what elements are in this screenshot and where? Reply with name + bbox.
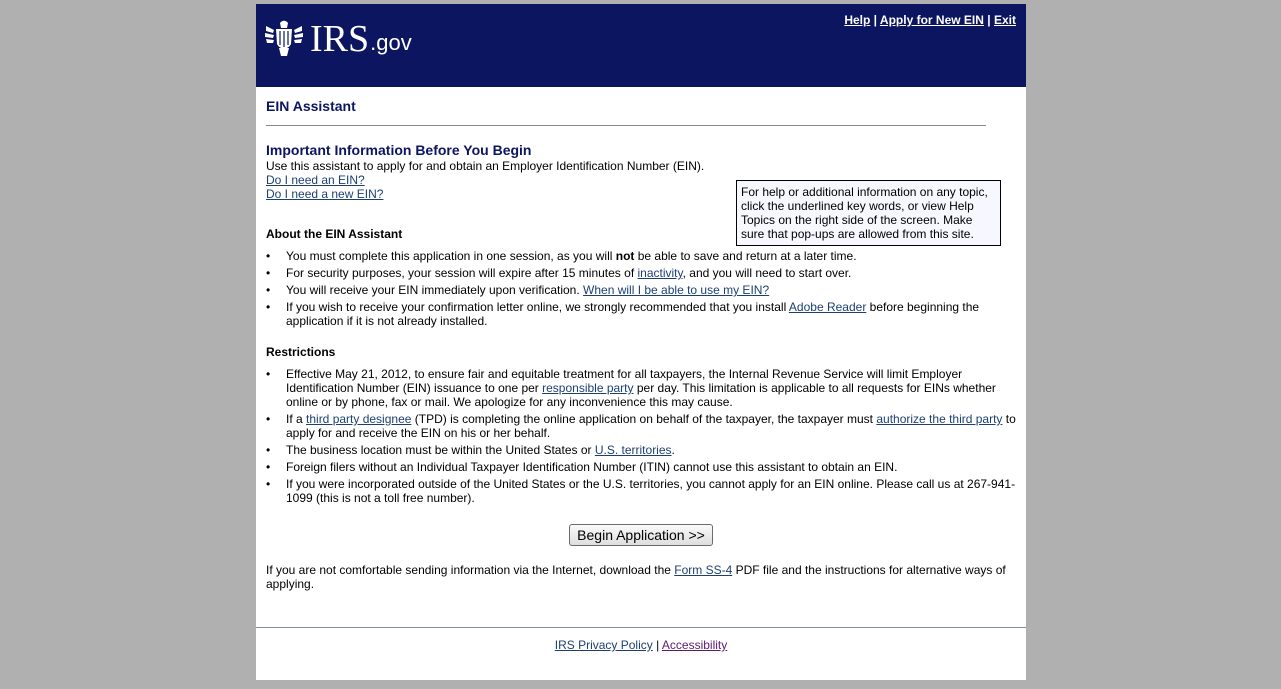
site-footer: [256, 638, 1026, 652]
footer-divider: [256, 627, 1026, 628]
about-list: [266, 249, 1016, 328]
header-nav: [844, 13, 1016, 27]
about-heading: About the EIN Assistant: [266, 227, 403, 241]
footer-separator: |: [656, 638, 660, 652]
begin-application-button[interactable]: Begin Application >>: [569, 524, 713, 546]
list-item: • If you were incorporated outside of the United States or the U.S. territories, you cannot apply for an EIN online. Please call us at 267-941-1099 (this is not a toll free number).: [286, 477, 1016, 505]
list-item: • If a third party designee (TPD) is completing the online application on behalf of the taxpayer, the taxpayer must authorize the third party to apply for and receive the EIN on his or her behalf.: [286, 412, 1016, 440]
need-ein-link[interactable]: Do I need an EIN?: [266, 173, 365, 187]
intro-text: Use this assistant to apply for and obtain an Employer Identification Number (EIN).: [266, 159, 705, 173]
list-item: • You must complete this application in one session, as you will not be able to save and return at a later time.: [286, 249, 1016, 263]
restrictions-list: [266, 367, 1016, 505]
title-divider: [266, 125, 986, 126]
us-territories-link[interactable]: U.S. territories: [594, 443, 672, 457]
inactivity-link[interactable]: inactivity: [637, 266, 683, 280]
third-party-designee-link[interactable]: third party designee: [306, 412, 412, 426]
adobe-reader-link[interactable]: Adobe Reader: [788, 300, 867, 314]
page-title: EIN Assistant: [266, 98, 356, 114]
accessibility-link[interactable]: Accessibility: [661, 638, 728, 652]
list-item: • Effective May 21, 2012, to ensure fair and equitable treatment for all taxpayers, the Internal Revenue Service will limit Employer Identification Number (EIN) issuance to one per responsible party per day. This limitation is applicable to all requests for EINs whether online or by phone, fax or mail. We apologize for any inconvenience this may cause.: [286, 367, 1016, 409]
privacy-policy-link[interactable]: IRS Privacy Policy: [554, 638, 653, 652]
action-row: [266, 524, 1016, 546]
list-item: • The business location must be within the United States or U.S. territories.: [286, 443, 1016, 457]
need-new-ein-link[interactable]: Do I need a new EIN?: [266, 187, 384, 201]
when-use-ein-link[interactable]: When will I be able to use my EIN?: [583, 283, 770, 297]
exit-link[interactable]: Exit: [993, 13, 1016, 27]
header-separator: |: [873, 13, 878, 27]
irs-logo[interactable]: [264, 18, 412, 58]
apply-new-ein-link[interactable]: Apply for New EIN: [879, 13, 984, 27]
responsible-party-link[interactable]: responsible party: [542, 381, 634, 395]
authorize-third-party-link[interactable]: authorize the third party: [876, 412, 1003, 426]
help-link[interactable]: Help: [844, 13, 871, 27]
site-header: [256, 4, 1026, 87]
eagle-icon: [264, 20, 304, 58]
list-item: • Foreign filers without an Individual Taxpayer Identification Number (ITIN) cannot use this assistant to obtain an EIN.: [286, 460, 1016, 474]
logo-irs-text: IRS: [310, 18, 370, 60]
download-text: If you are not comfortable sending information via the Internet, download the Form SS-4 PDF file and the instructions for alternative ways of applying.: [266, 563, 1006, 591]
section-title: Important Information Before You Begin: [266, 142, 532, 158]
form-ss4-link[interactable]: Form SS-4: [674, 563, 733, 577]
list-item: • For security purposes, your session will expire after 15 minutes of inactivity, and you will need to start over.: [286, 266, 1016, 280]
list-item: • If you wish to receive your confirmation letter online, we strongly recommended that you install Adobe Reader before beginning the application if it is not already installed.: [286, 300, 1016, 328]
header-separator: |: [987, 13, 991, 27]
page-container: [256, 4, 1026, 680]
help-info-box: For help or additional information on any topic, click the underlined key words, or view Help Topics on the right side of the screen. Make sure that pop-ups are allowed from this site.: [736, 180, 1001, 246]
restrictions-heading: Restrictions: [266, 345, 336, 359]
logo-gov-text: .gov: [370, 30, 412, 55]
list-item: • You will receive your EIN immediately upon verification. When will I be able to use my EIN?: [286, 283, 1016, 297]
main-content: [266, 88, 1016, 591]
